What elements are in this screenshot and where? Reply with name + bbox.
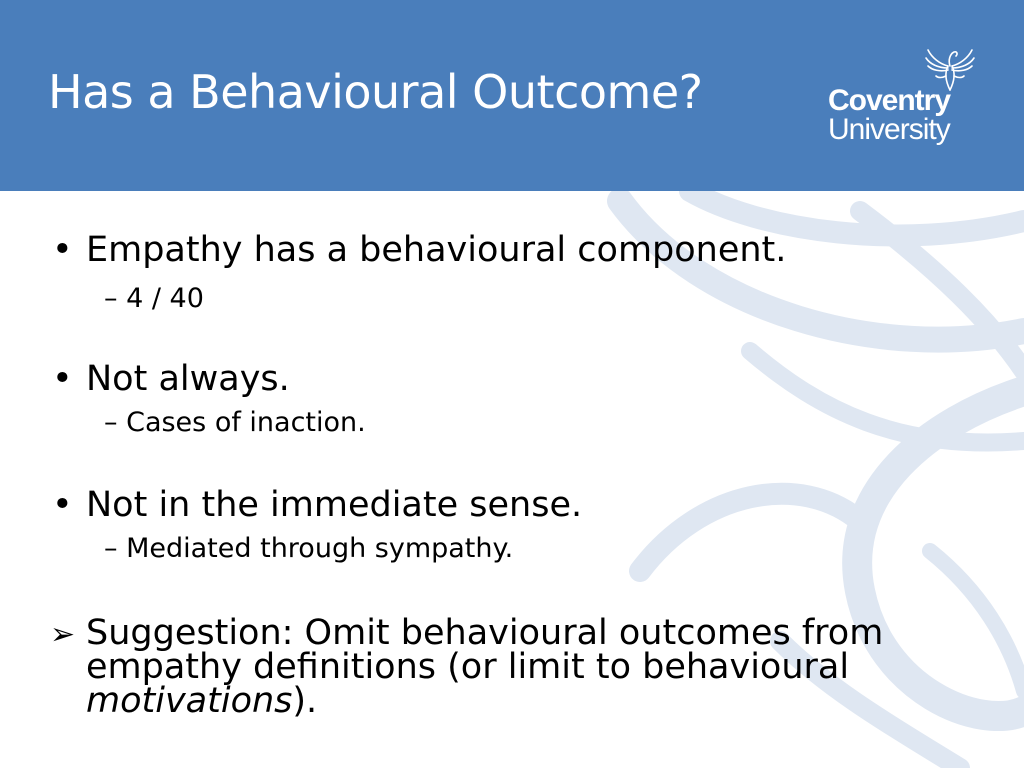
sub-bullet-item	[104, 534, 513, 564]
sub-bullet-text: Mediated through sympathy.	[126, 533, 514, 564]
bullet-marker: •	[52, 230, 73, 270]
bullet-item	[52, 485, 583, 525]
bullet-text: Not always.	[86, 359, 290, 399]
logo-wordmark-line1: Coventry	[828, 84, 951, 117]
suggestion-italic-word: motivations	[86, 681, 293, 721]
suggestion-item	[50, 613, 966, 721]
sub-bullet-marker: –	[104, 283, 118, 314]
bullet-item	[52, 230, 787, 270]
slide-title: Has a Behavioural Outcome?	[48, 65, 703, 119]
bullet-text: Not in the immediate sense.	[86, 485, 583, 525]
sub-bullet-text: 4 / 40	[126, 283, 204, 314]
bullet-marker: •	[52, 359, 73, 399]
sub-bullet-text: Cases of inaction.	[126, 407, 366, 438]
suggestion-line-2: empathy definitions (or limit to behavioural	[86, 647, 850, 687]
bullet-text: Empathy has a behavioural component.	[86, 230, 787, 270]
sub-bullet-marker: –	[104, 407, 118, 438]
sub-bullet-item	[104, 408, 366, 438]
suggestion-line-3	[86, 681, 966, 721]
bullet-marker: •	[52, 485, 73, 525]
sub-bullet-marker: –	[104, 533, 118, 564]
bullet-item	[52, 359, 290, 399]
arrow-bullet-icon: ➢	[50, 617, 76, 652]
logo-wordmark-line2: University	[828, 113, 950, 146]
sub-bullet-item	[104, 284, 204, 314]
suggestion-line-3-rest: ).	[292, 681, 318, 721]
suggestion-line-1: Suggestion: Omit behavioural outcomes from	[86, 613, 884, 653]
